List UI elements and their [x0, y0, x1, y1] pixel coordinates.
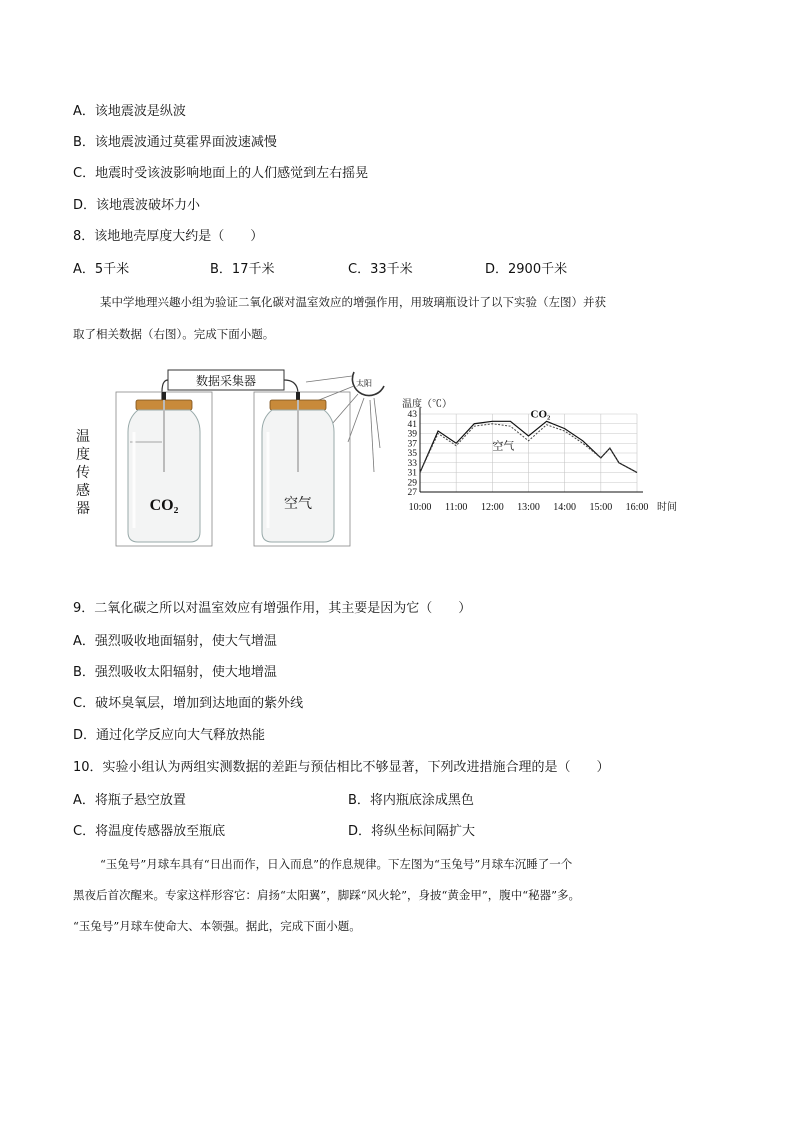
q10-option-c: C．将温度传感器放至瓶底 [73, 824, 226, 839]
series-label-air: 空气 [492, 440, 515, 453]
y-tick-label: 35 [407, 449, 417, 459]
chart-y-axis-label: 温度（℃） [402, 399, 452, 410]
temperature-sensor-label: 温度传感器 [76, 429, 90, 517]
q10-options-row-1 [73, 793, 474, 809]
q8-option-b: B．17千米 [210, 262, 275, 277]
x-tick-label: 16:00 [625, 502, 649, 513]
intro-paragraph-1-line-1: 某中学地理兴趣小组为验证二氧化碳对温室效应的增强作用，用玻璃瓶设计了以下实验（左图）并获 [100, 295, 606, 309]
sun-ray [374, 398, 380, 448]
sun-ray [306, 376, 352, 382]
q10-option-d: D．将纵坐标间隔扩大 [348, 824, 476, 839]
x-tick-label: 10:00 [408, 502, 432, 513]
series-label-co2: CO₂ [530, 408, 551, 421]
q7-option-c: C．地震时受该波影响地面上的人们感觉到左右摇晃 [73, 166, 369, 181]
q8-stem: 8．该地地壳厚度大约是（ ） [73, 229, 264, 244]
q8-options [73, 262, 567, 278]
y-tick-label: 43 [407, 410, 417, 420]
experiment-setup-figure [70, 362, 390, 552]
intro-paragraph-2-line-2: 黑夜后首次醒来。专家这样形容它：肩扬“太阳翼”，脚踩“风火轮”，身披“黄金甲”，腹中“秘器”多。 [73, 888, 581, 902]
co2-jar-label: CO₂ [149, 497, 179, 514]
air-jar [262, 392, 334, 542]
q8-option-a: A．5千米 [73, 262, 130, 277]
y-tick-label: 29 [407, 478, 417, 489]
q10-stem: 10．实验小组认为两组实测数据的差距与预估相比不够显著，下列改进措施合理的是（ ） [73, 760, 610, 775]
air-jar-label: 空气 [284, 497, 312, 512]
chart-x-ticks [409, 502, 649, 513]
x-tick-label: 12:00 [480, 502, 504, 513]
sun-ray [332, 394, 358, 424]
q9-option-d: D．通过化学反应向大气释放热能 [73, 728, 266, 743]
cable-right [284, 380, 298, 400]
q9-option-a: A．强烈吸收地面辐射，使大气增温 [73, 634, 277, 649]
chart-grid [420, 414, 637, 492]
q9-option-b: B．强烈吸收太阳辐射，使大地增温 [73, 665, 277, 680]
q10-options-row-2 [73, 824, 475, 840]
chart-axes [420, 408, 643, 492]
q10-option-b: B．将内瓶底涂成黑色 [348, 793, 474, 808]
sun-label: 太阳 [356, 379, 372, 388]
intro-paragraph-2-line-1: “玉兔号”月球车具有“日出而作，日入而息”的作息规律。下左图为“玉兔号”月球车沉睡了一个 [100, 857, 573, 871]
y-tick-label: 41 [407, 419, 417, 430]
q7-option-a: A．该地震波是纵波 [73, 104, 186, 119]
x-tick-label: 11:00 [444, 502, 468, 513]
sun-ray [370, 400, 374, 472]
chart-x-axis-label: 时间 [657, 502, 677, 513]
x-tick-label: 15:00 [589, 502, 613, 513]
y-tick-label: 33 [407, 458, 417, 469]
q7-option-b: B．该地震波通过莫霍界面波速减慢 [73, 135, 277, 150]
q8-option-c: C．33千米 [348, 262, 413, 277]
intro-paragraph-1-line-2: 取了相关数据（右图）。完成下面小题。 [73, 327, 275, 341]
y-tick-label: 37 [407, 439, 417, 450]
temperature-chart [395, 392, 685, 524]
x-tick-label: 13:00 [517, 502, 540, 513]
co2-jar [128, 392, 200, 542]
y-tick-label: 31 [407, 468, 417, 479]
data-collector-label: 数据采集器 [195, 374, 257, 388]
q7-option-d: D．该地震波破坏力小 [73, 198, 201, 213]
chart-y-ticks [408, 410, 418, 498]
y-tick-label: 27 [407, 488, 417, 498]
q9-stem: 9．二氧化碳之所以对温室效应有增强作用，其主要是因为它（ ） [73, 601, 472, 616]
q9-option-c: C．破坏臭氧层，增加到达地面的紫外线 [73, 696, 304, 711]
x-tick-label: 14:00 [553, 502, 577, 513]
q8-option-d: D．2900千米 [485, 262, 568, 277]
q10-option-a: A．将瓶子悬空放置 [73, 793, 186, 808]
y-tick-label: 39 [407, 429, 417, 440]
intro-paragraph-2-line-3: “玉兔号”月球车使命大、本领强。据此，完成下面小题。 [73, 919, 361, 933]
